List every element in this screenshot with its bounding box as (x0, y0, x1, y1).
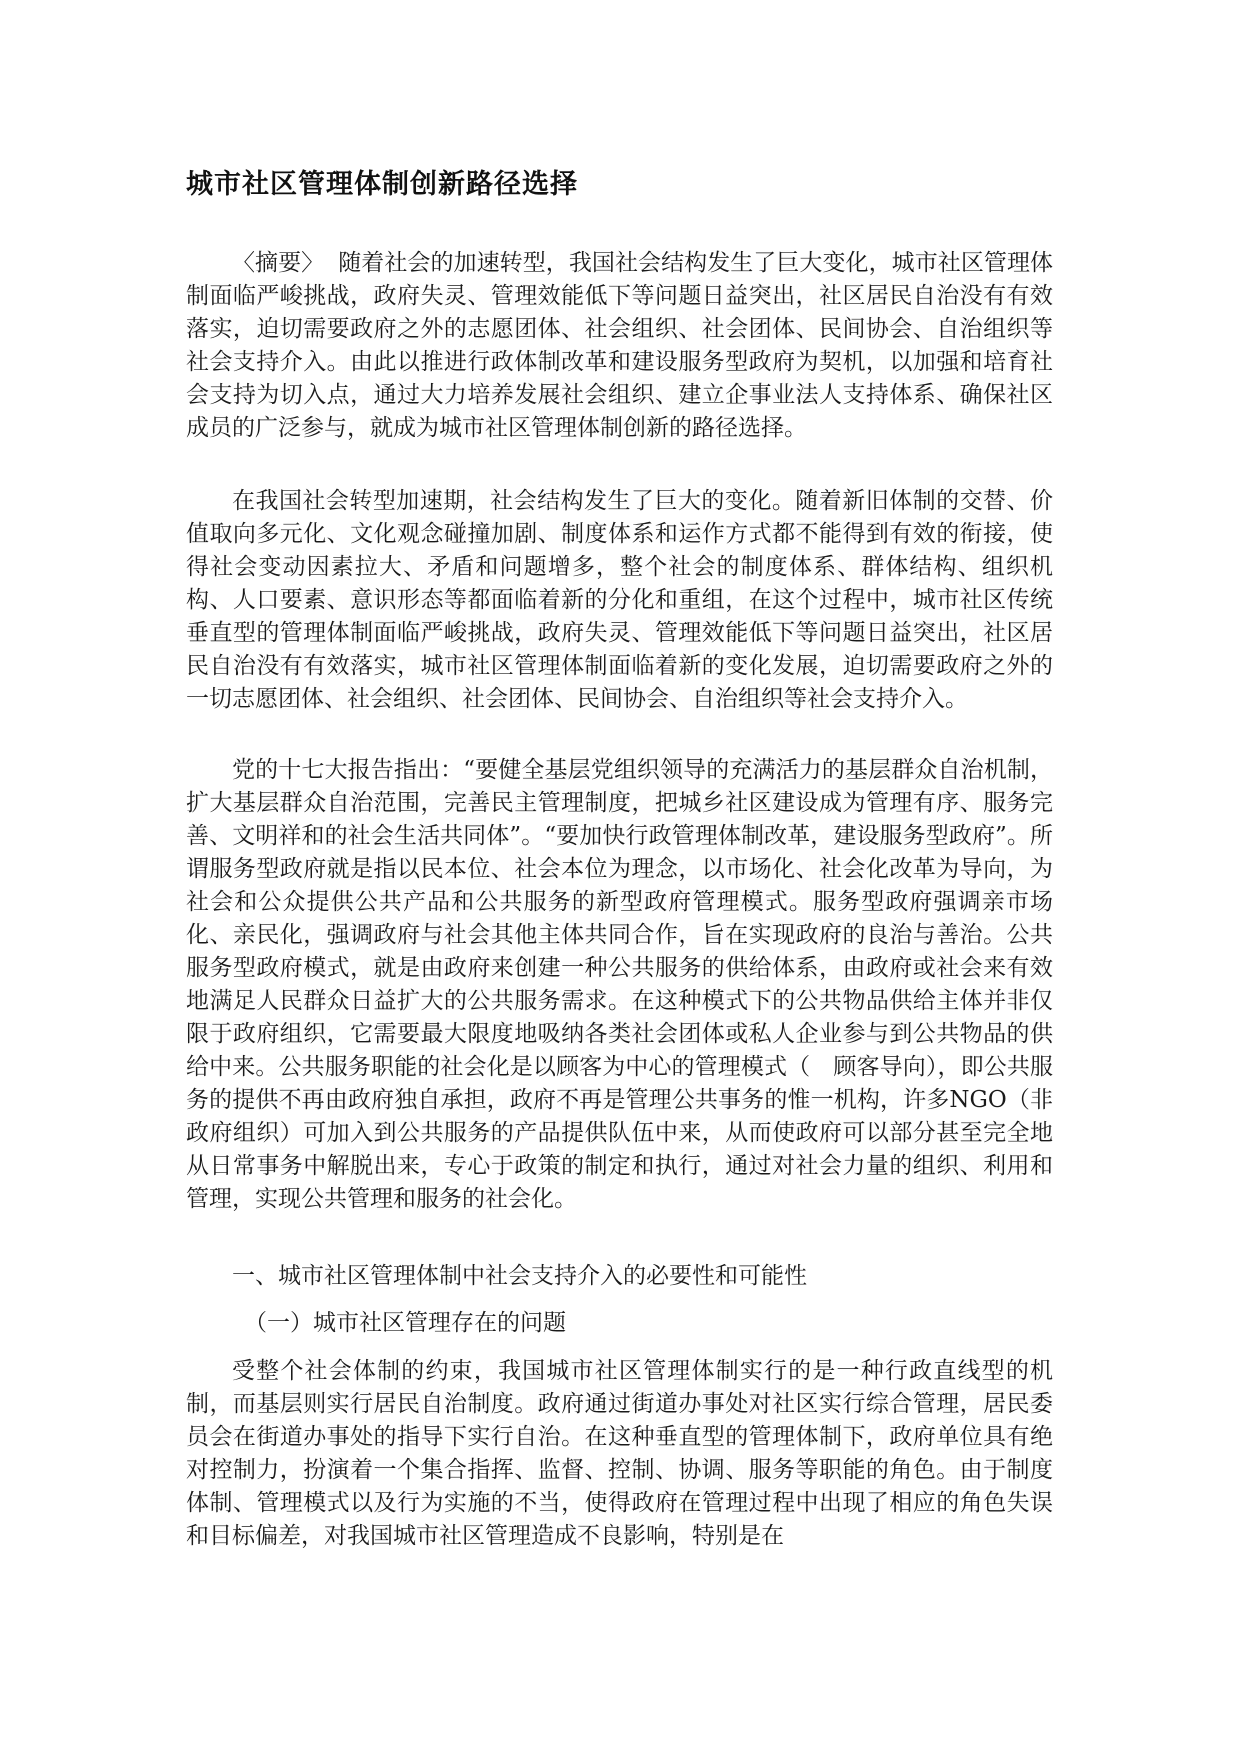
abstract-label: 〈摘要〉 (232, 250, 325, 276)
body-paragraph-3: 受整个社会体制的约束，我国城市社区管理体制实行的是一种行政直线型的机制，而基层则实行居民自治制度。政府通过街道办事处对社区实行综合管理，居民委员会在街道办事处的指导下实行自治。在这种垂直型的管理体制下，政府单位具有绝对控制力，扮演着一个集合指挥、监督、控制、协调、服务等职能的角色。由于制度体制、管理模式以及行为实施的不当，使得政府在管理过程中出现了相应的角色失误和目标偏差，对我国城市社区管理造成不良影响，特别是在 (186, 1358, 1053, 1549)
section-heading-1: 一、城市社区管理体制中社会支持介入的必要性和可能性 (232, 1263, 807, 1289)
body-paragraph-2: 党的十七大报告指出：“要健全基层党组织领导的充满活力的基层群众自治机制，扩大基层群众自治范围，完善民主管理制度，把城乡社区建设成为管理有序、服务完善、文明祥和的社会生活共同体”。“要加快行政管理体制改革，建设服务型政府”。所谓服务型政府就是指以民本位、社会本位为理念，以市场化、社会化改革为导向，为社会和公众提供公共产品和公共服务的新型政府管理模式。服务型政府强调亲市场化、亲民化，强调政府与社会其他主体共同合作，旨在实现政府的良治与善治。公共服务型政府模式，就是由政府来创建一种公共服务的供给体系，由政府或社会来有效地满足人民群众日益扩大的公共服务需求。在这种模式下的公共物品供给主体并非仅限于政府组织，它需要最大限度地吸纳各类社会团体或私人企业参与到公共物品的供给中来。公共服务职能的社会化是以顾客为中心的管理模式（ 顾客导向），即公共服务的提供不再由政府独自承担，政府不再是管理公共事务的惟一机构，许多NGO（非政府组织）可加入到公共服务的产品提供队伍中来，从而使政府可以部分甚至完全地从日常事务中解脱出来，专心于政策的制定和执行，通过对社会力量的组织、利用和管理，实现公共管理和服务的社会化。 (186, 757, 1053, 1212)
body-paragraph-1: 在我国社会转型加速期，社会结构发生了巨大的变化。随着新旧体制的交替、价值取向多元化、文化观念碰撞加剧、制度体系和运作方式都不能得到有效的衔接，使得社会变动因素拉大、矛盾和问题增多，整个社会的制度体系、群体结构、组织机构、人口要素、意识形态等都面临着新的分化和重组，在这个过程中，城市社区传统垂直型的管理体制面临严峻挑战，政府失灵、管理效能低下等问题日益突出，社区居民自治没有有效落实，城市社区管理体制面临着新的变化发展，迫切需要政府之外的一切志愿团体、社会组织、社会团体、民间协会、自治组织等社会支持介入。 (186, 488, 1053, 712)
abstract-text: 随着社会的加速转型，我国社会结构发生了巨大变化，城市社区管理体制面临严峻挑战，政府失灵、管理效能低下等问题日益突出，社区居民自治没有有效落实，迫切需要政府之外的志愿团体、社会组织、社会团体、民间协会、自治组织等社会支持介入。由此以推进行政体制改革和建设服务型政府为契机，以加强和培育社会支持为切入点，通过大力培养发展社会组织、建立企事业法人支持体系、确保社区成员的广泛参与，就成为城市社区管理体制创新的路径选择。 (186, 250, 1054, 441)
document-title: 城市社区管理体制创新路径选择 (186, 169, 578, 200)
subsection-heading-1: （一）城市社区管理存在的问题 (244, 1310, 566, 1336)
abstract-paragraph (186, 247, 1053, 445)
